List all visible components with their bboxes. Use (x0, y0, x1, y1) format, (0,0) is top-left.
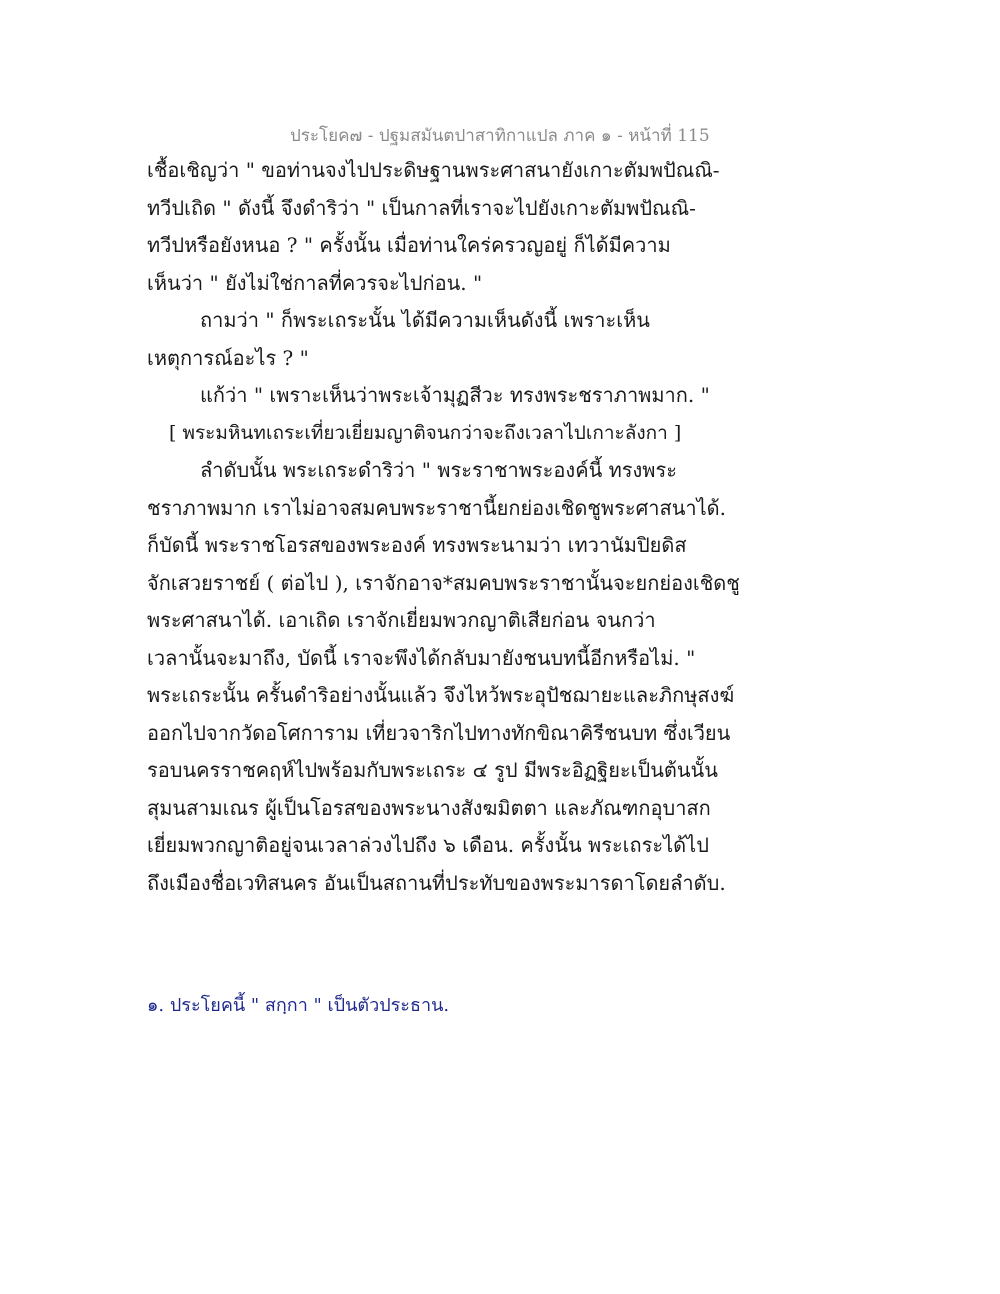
text-line: เยี่ยมพวกญาติอยู่จนเวลาล่วงไปถึง ๖ เดือน. ครั้งนั้น พระเถระได้ไป (147, 833, 709, 857)
text-line: ก็บัดนี้ พระราชโอรสของพระองค์ ทรงพระนามว่า เทวานัมปิยดิส (147, 533, 687, 557)
text-line: ลำดับนั้น พระเถระดำริว่า " พระราชาพระองค์นี้ ทรงพระ (200, 458, 677, 482)
text-line: ทวีปเถิด " ดังนี้ จึงดำริว่า " เป็นกาลที่เราจะไปยังเกาะตัมพปัณณิ- (147, 195, 696, 220)
text-line: จักเสวยราชย์ ( ต่อไป ), เราจักอาจ*สมคบพระราชานั้นจะยกย่องเชิดชู (147, 570, 740, 595)
text-line: ออกไปจากวัดอโศการาม เที่ยวจาริกไปทางทักขิณาคิรีชนบท ซึ่งเวียน (147, 720, 731, 745)
text-line: ถามว่า " ก็พระเถระนั้น ได้มีความเห็นดังนี้ เพราะเห็น (200, 308, 650, 332)
text-line: เหตุการณ์อะไร ? " (147, 345, 309, 370)
text-line: แก้ว่า " เพราะเห็นว่าพระเจ้ามุฏสีวะ ทรงพระชราภาพมาก. " (200, 383, 710, 407)
text-line: เชื้อเชิญว่า " ขอท่านจงไปประดิษฐานพระศาสนายังเกาะตัมพปัณณิ- (147, 158, 720, 182)
text-line: เวลานั้นจะมาถึง, บัดนี้ เราจะพึงได้กลับมายังชนบทนี้อีกหรือไม่. " (147, 645, 696, 670)
text-line: พระเถระนั้น ครั้นดำริอย่างนั้นแล้ว จึงไหว้พระอุปัชฌายะและภิกษุสงฆ์ (147, 683, 735, 707)
text-line: รอบนครราชคฤห์ไปพร้อมกับพระเถระ ๔ รูป มีพระอิฏฐิยะเป็นต้นนั้น (147, 758, 718, 782)
text-line: ทวีปหรือยังหนอ ? " ครั้งนั้น เมื่อท่านใคร่ครวญอยู่ ก็ได้มีความ (147, 233, 671, 257)
text-line: พระศาสนาได้. เอาเถิด เราจักเยี่ยมพวกญาติเสียก่อน จนกว่า (147, 608, 656, 632)
footnote: ๑. ประโยคนี้ " สกฺกา " เป็นตัวประธาน. (147, 995, 450, 1016)
text-line: เห็นว่า " ยังไม่ใช่กาลที่ควรจะไปก่อน. " (147, 270, 483, 295)
text-line: ถึงเมืองชื่อเวทิสนคร อันเป็นสถานที่ประทับของพระมารดาโดยลำดับ. (147, 870, 726, 895)
body-text (147, 152, 740, 902)
text-line: ชราภาพมาก เราไม่อาจสมคบพระราชานี้ยกย่องเชิดชูพระศาสนาได้. (147, 495, 727, 520)
text-line: สุมนสามเณร ผู้เป็นโอรสของพระนางสังฆมิตตา และภัณฑกอุบาสก (147, 795, 711, 820)
running-header: ประโยค๗ - ปฐมสมันตปาสาทิกาแปล ภาค ๑ - หน้าที่ 115 (290, 126, 710, 146)
section-heading: [ พระมหินทเถระเที่ยวเยี่ยมญาติจนกว่าจะถึงเวลาไปเกาะลังกา ] (169, 421, 682, 444)
